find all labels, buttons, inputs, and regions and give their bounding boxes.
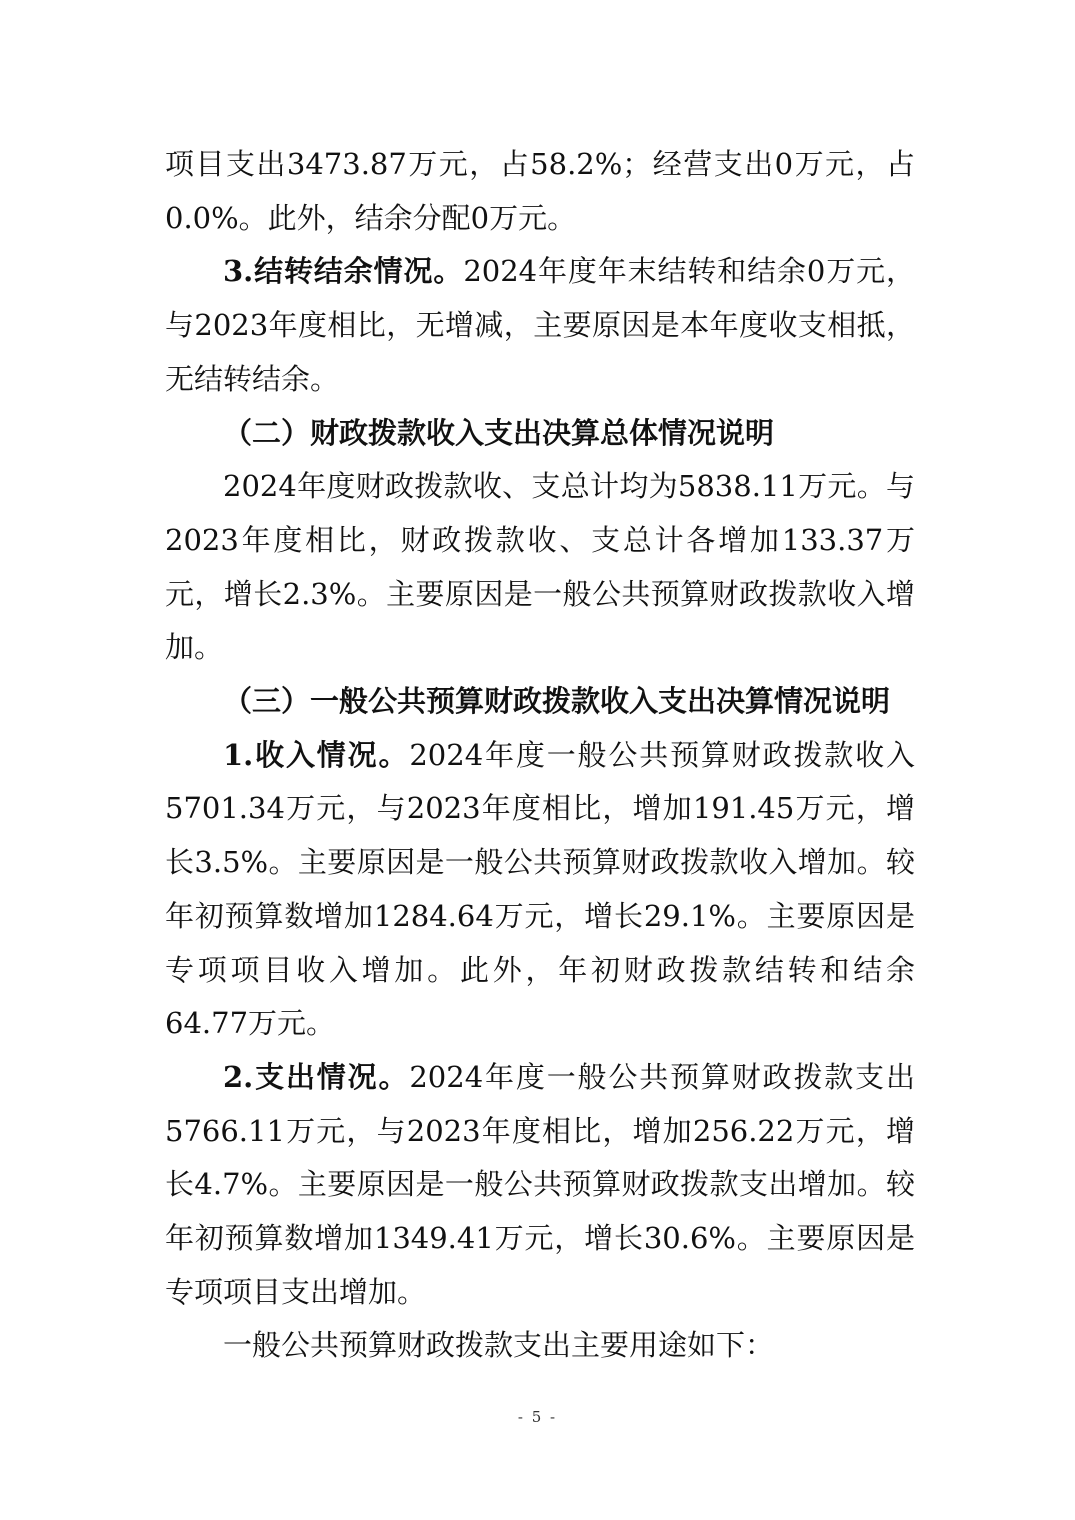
paragraph-text: 一般公共预算财政拨款支出主要用途如下： [223, 1328, 775, 1363]
paragraph-text: 2024年度年末结转和结余0万元，与2023年度相比，无增减，主要原因是本年度收支相抵，无结转结余。 [165, 254, 915, 396]
section-heading-3: （三）一般公共预算财政拨款收入支出决算情况说明 [223, 684, 891, 719]
paragraph-carryover-balance [165, 245, 915, 406]
paragraph-text: 项目支出3473.87万元，占58.2%；经营支出0万元，占0.0%。此外，结余分配0万元。 [165, 147, 915, 235]
paragraph-text: 2024年度一般公共预算财政拨款收入5701.34万元，与2023年度相比，增加191.45万元，增长3.5%。主要原因是一般公共预算财政拨款收入增加。较年初预算数增加1284.64万元，增长29.1%。主要原因是专项项目收入增加。此外，年初财政拨款结转和结余64.77万元。 [165, 737, 915, 1041]
page-number: - 5 - [517, 1408, 558, 1426]
paragraph-main-uses-intro [165, 1319, 915, 1373]
paragraph-lead: 2.支出情况。 [223, 1059, 410, 1094]
document-body [165, 138, 915, 1373]
paragraph-lead: 1.收入情况。 [223, 737, 410, 772]
section-heading-2: （二）财政拨款收入支出决算总体情况说明 [223, 415, 775, 450]
paragraph-project-expenditure [165, 138, 915, 245]
paragraph-expenditure-situation [165, 1051, 915, 1320]
paragraph-income-situation [165, 729, 915, 1051]
paragraph-fiscal-appropriation-total [165, 460, 915, 675]
paragraph-lead: 3.结转结余情况。 [223, 254, 464, 289]
paragraph-text: 2024年度一般公共预算财政拨款支出5766.11万元，与2023年度相比，增加256.22万元，增长4.7%。主要原因是一般公共预算财政拨款支出增加。较年初预算数增加1349.41万元，增长30.6%。主要原因是专项项目支出增加。 [165, 1059, 915, 1309]
paragraph-text: 2024年度财政拨款收、支总计均为5838.11万元。与2023年度相比，财政拨款收、支总计各增加133.37万元，增长2.3%。主要原因是一般公共预算财政拨款收入增加。 [165, 469, 915, 665]
